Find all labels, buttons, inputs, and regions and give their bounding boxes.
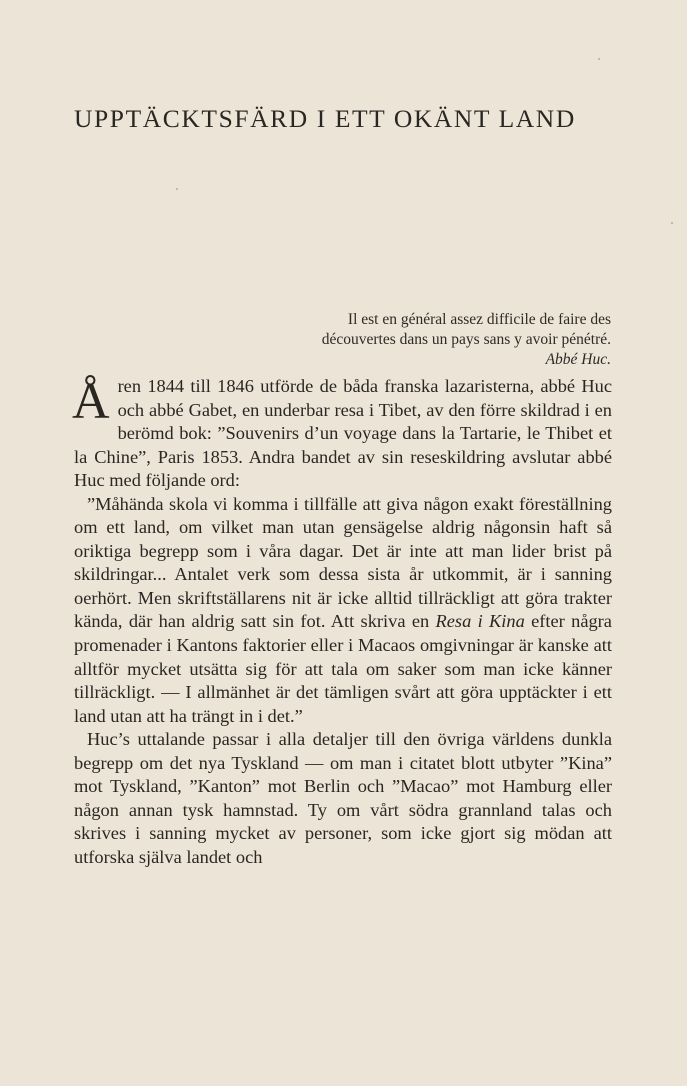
book-title-italic: Resa i Kina bbox=[435, 611, 525, 632]
paper-speck bbox=[598, 58, 600, 60]
paragraph-3: Huc’s uttalande passar i alla detaljer till den övriga världens dunkla begrepp om det nya Tyskland — om man i citatet blott utbyter ”Kina” mot Tyskland, ”Kanton” mot Berlin och ”Macao” mot Hamburg eller någon annan tysk hamnstad. Ty om vårt södra grannland talas och skrives i sanning mycket av personer, som icke gjort sig mödan att utforska själva landet och bbox=[74, 729, 612, 867]
quote-text-before: ”Måhända skola vi komma i tillfälle att giva någon exakt föreställning om ett land, om vilket man utan gensägelse aldrig någonsin haft så oriktiga begrepp som i våra dagar. Det är inte att man lider brist på skildringar... Antalet verk som dessa sista år utkommit, är i sanning oerhört. Men skriftställarens nit är icke alltid tillräckligt att göra trakter kända, där han aldrig satt sin fot. Att skriva en bbox=[74, 493, 612, 632]
paper-speck bbox=[671, 222, 673, 224]
epigraph-line-1: Il est en général assez difficile de faire des bbox=[347, 311, 611, 328]
body-text bbox=[74, 375, 612, 869]
chapter-title: UPPTÄCKTSFÄRD I ETT OKÄNT LAND bbox=[74, 104, 576, 133]
epigraph-author: Abbé Huc. bbox=[545, 351, 611, 368]
quote-text-after: efter några promenader i Kantons faktorier eller i Macaos omgivningar är kanske att alltför mycket utsätta sig för att tala om saker som man icke känner tillräckligt. — I allmänhet är det tämligen svårt att göra upptäckter i ett land utan att ha trängt in i det.” bbox=[74, 611, 612, 726]
paragraph-2 bbox=[74, 493, 612, 728]
paper-speck bbox=[176, 188, 178, 190]
paragraph-1-text: ren 1844 till 1846 utförde de båda franska lazaristerna, abbé Huc och abbé Gabet, en underbar resa i Tibet, av den förre skildrad i en berömd bok: ”Souvenirs d’un voyage dans la Tartarie, le Thibet et la Chine”, Paris 1853. Andra bandet av sin reseskildring avslutar abbé Huc med följande ord: bbox=[74, 376, 612, 491]
epigraph bbox=[322, 310, 611, 370]
epigraph-line-2: découvertes dans un pays sans y avoir pénétré. bbox=[321, 331, 611, 348]
drop-cap: Å bbox=[72, 373, 110, 430]
paragraph-1 bbox=[74, 375, 612, 493]
